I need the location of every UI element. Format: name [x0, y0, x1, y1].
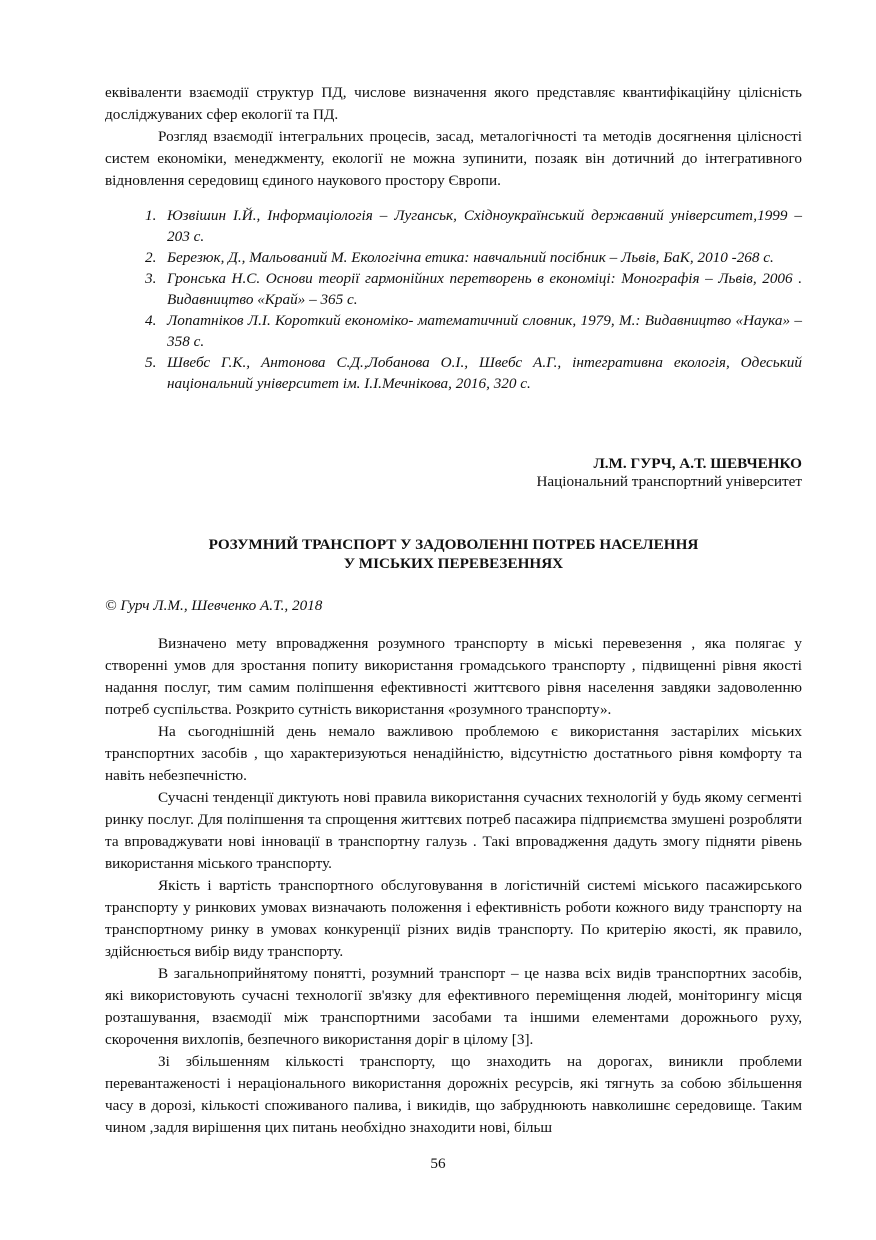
body-paragraph: Сучасні тенденції диктують нові правила використання сучасних технологій у будь якому сегменті ринку послуг. Для поліпшення та спрощення життєвих потреб пасажира підприємства змушені розробляти та впроваджувати нові інновації в транспортну галузь . Такі впровадження дадуть змогу підняти рівень використання міського транспорту.: [105, 789, 802, 872]
article-title-line-2: У МІСЬКИХ ПЕРЕВЕЗЕННЯХ: [343, 555, 564, 572]
article-authors: Л.М. ГУРЧ, А.Т. ШЕВЧЕНКО: [593, 455, 802, 472]
reference-item: 4. Лопатніков Л.І. Короткий економіко- математичний словник, 1979, М.: Видавництво «Наука» – 358 с.: [145, 312, 802, 350]
abstract-paragraph: Визначено мету впровадження розумного транспорту в міські перевезення , яка полягає у створенні умов для зростання попиту використання громадського транспорту , підвищенні рівня якості надання послуг, тим самим поліпшення ефективності життєвого рівня населення завдяки задоволенню потреб суспільства. Розкрито сутність використання «розумного транспорту».: [105, 635, 802, 718]
body-paragraph: На сьогоднішній день немало важливою проблемою є використання застарілих міських транспортних засобів , що характеризуються ненадійністю, відсутністю достатнього рівня комфорту та навіть небезпечністю.: [105, 723, 802, 784]
reference-item: 1. Юзвішин І.Й., Інформаціологія – Луганськ, Східноукраїнський державний університет,1999 – 203 с.: [145, 207, 802, 245]
reference-item: 3. Гронська Н.С. Основи теорії гармонійних перетворень в економіці: Монографія – Львів, 2006 . Видавництво «Край» – 365 с.: [145, 270, 802, 308]
reference-item: 5. Швебс Г.К., Антонова С.Д.,Лобанова О.І., Швебс А.Г., інтегративна екологія, Одеський національний університет ім. І.І.Мечнікова, 2016, 320 с.: [145, 354, 802, 392]
page-number: 56: [430, 1155, 446, 1172]
top-text-block: [105, 82, 802, 192]
article-body: [105, 633, 802, 1139]
reference-list: [140, 205, 802, 394]
article-title: [105, 535, 802, 573]
paragraph-continuation: еквіваленти взаємодії структур ПД, числове визначення якого представляє квантифікаційну цілісність досліджуваних сфер екології та ПД.: [105, 84, 802, 123]
article-title-line-1: РОЗУМНИЙ ТРАНСПОРТ У ЗАДОВОЛЕННІ ПОТРЕБ НАСЕЛЕННЯ: [208, 536, 699, 553]
body-paragraph: Якість і вартість транспортного обслуговування в логістичній системі міського пасажирського транспорту у ринкових умовах визначають положення і ефективність роботи кожного виду транспорту на транспортному ринку в умовах конкуренції різних видів транспорту. По критерію якості, як правило, здійснюється вибір виду транспорту.: [105, 877, 802, 960]
article-affiliation: Національний транспортний університет: [536, 473, 802, 490]
reference-item: 2. Березюк, Д., Мальований М. Екологічна етика: навчальний посібник – Львів, БаК, 2010 -268 с.: [145, 249, 774, 266]
body-paragraph: Зі збільшенням кількості транспорту, що знаходить на дорогах, виникли проблеми перевантаженості і нераціонального використання дорожніх ресурсів, які тягнуть за собою збільшення часу в дорозі, кількості споживаного палива, і викидів, що забруднюють навколишнє середовище. Таким чином ,задля вирішення цих питань необхідно знаходити нові, більш: [105, 1053, 802, 1136]
copyright-line: © Гурч Л.М., Шевченко А.Т., 2018: [105, 597, 323, 614]
paragraph: Розгляд взаємодії інтегральних процесів, засад, металогічності та методів досягнення цілісності систем економіки, менеджменту, екології не можна зупинити, позаяк він дотичний до інтегративного відновлення середовищ єдиного наукового простору Європи.: [105, 128, 802, 189]
body-paragraph: В загальноприйнятому понятті, розумний транспорт – це назва всіх видів транспортних засобів, які використовують сучасні технології зв'язку для ефективного переміщення людей, моніторингу місця розташування, взаємодії між транспортними засобами та іншими елементами дорожнього руху, скорочення вихлопів, безпечного використання доріг в цілому [3].: [105, 965, 802, 1048]
